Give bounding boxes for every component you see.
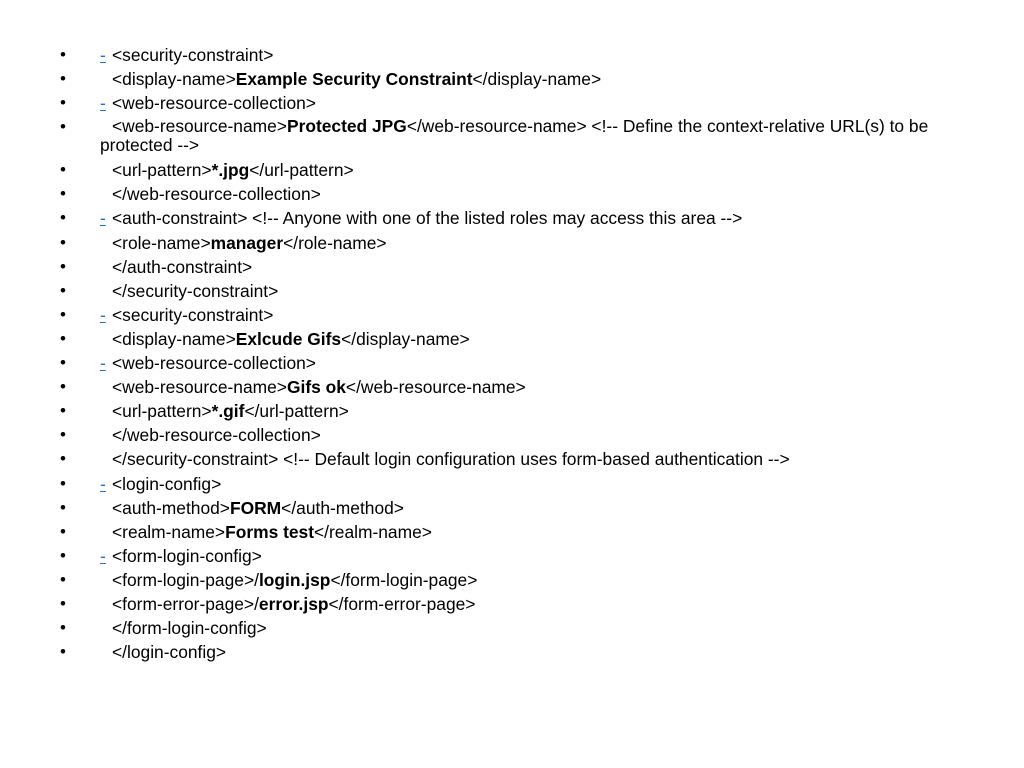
bullet-icon: • [60,473,66,493]
bullet-icon: • [60,69,66,89]
bullet-icon: • [60,208,66,228]
tag-text: </auth-method> [281,497,404,518]
tag-value: *.gif [211,401,245,422]
collapse-toggle[interactable]: - [100,473,106,494]
xml-config-listing [0,43,1024,664]
tag-text: </security-constraint> [112,280,279,301]
tag-value: error.jsp [258,593,329,614]
tag-text: <realm-name> [112,521,226,542]
bullet-icon: • [60,569,66,589]
tag-text: </web-resource-name> [345,377,526,398]
tag-text: </display-name> [341,328,470,349]
collapse-toggle[interactable]: - [100,545,106,566]
tag-text: </form-login-page> [330,569,478,590]
bullet-icon: • [60,160,66,180]
list-item [0,447,1024,471]
tag-text: </login-config> [112,642,227,663]
list-item [0,520,1024,544]
tag-text: </realm-name> [314,521,432,542]
tag-text: </web-resource-collection> [112,184,321,205]
tag-text: </auth-constraint> [112,256,253,277]
collapse-toggle[interactable]: - [100,353,106,374]
list-item [0,158,1024,182]
tag-text: </form-error-page> [328,593,476,614]
bullet-icon: • [60,280,66,300]
list-item [0,592,1024,616]
bullet-icon: • [60,618,66,638]
bullet-icon: • [60,45,66,64]
bullet-icon: • [60,93,66,113]
collapse-toggle[interactable]: - [100,208,106,229]
list-item [0,303,1024,327]
tag-value: manager [210,232,284,253]
tag-text: </role-name> [283,232,387,253]
tag-text: <security-constraint> [112,45,274,65]
tag-text: <url-pattern> [112,160,212,181]
bullet-icon: • [60,353,66,373]
collapse-toggle[interactable]: - [100,45,106,65]
tag-value: Protected JPG [286,116,407,137]
list-item [0,616,1024,640]
bullet-icon: • [60,449,66,469]
list-item [0,640,1024,664]
tag-value: login.jsp [258,569,331,590]
list-item [0,375,1024,399]
tag-text: </display-name> [472,69,602,90]
tag-text: </web-resource-collection> [112,425,321,446]
list-item [0,231,1024,255]
bullet-icon: • [60,256,66,276]
tag-text: <web-resource-name> [112,377,287,398]
list-item [0,67,1024,91]
list-item [0,91,1024,115]
bullet-icon: • [60,545,66,565]
bullet-icon: • [60,425,66,445]
tag-text: <form-login-page>/ [112,569,259,590]
bullet-icon: • [60,117,66,137]
bullet-icon: • [60,328,66,348]
bullet-icon: • [60,377,66,397]
tag-text: </web-resource-name> <!-- Define the context-relative URL(s) to be protected --> [100,116,929,156]
list-item [0,399,1024,423]
list-item [0,423,1024,447]
list-item [0,255,1024,279]
list-item [0,279,1024,303]
list-item [0,182,1024,206]
tag-text: <security-constraint> [112,304,274,325]
tag-text: </form-login-config> [112,618,267,639]
bullet-icon: • [60,593,66,613]
collapse-toggle[interactable]: - [100,93,106,114]
bullet-icon: • [60,521,66,541]
list-item [0,206,1024,230]
tag-value: Gifs ok [286,377,346,398]
list-item [0,472,1024,496]
tag-text: <form-login-config> [112,545,262,566]
list-item [0,43,1024,67]
tag-value: Forms test [225,521,314,542]
list-item [0,327,1024,351]
tag-value: Example Security Constraint [235,69,473,90]
tag-text: <login-config> [112,473,222,494]
tag-text: <web-resource-name> [112,116,287,137]
bullet-icon: • [60,184,66,204]
tag-text: <web-resource-collection> [112,93,316,114]
collapse-toggle[interactable]: - [100,304,106,325]
list-item [0,544,1024,568]
list-item [0,568,1024,592]
tag-text: <form-error-page>/ [112,593,259,614]
bullet-icon: • [60,497,66,517]
tag-text: </url-pattern> [249,160,354,181]
tag-value: *.jpg [211,160,250,181]
tag-text: </security-constraint> <!-- Default login configuration uses form-based authentication --> [112,449,790,470]
tag-text: <url-pattern> [112,401,212,422]
bullet-icon: • [60,642,66,662]
tag-text: </url-pattern> [244,401,349,422]
bullet-icon: • [60,232,66,252]
list-item [0,496,1024,520]
tag-text: <auth-method> [112,497,230,518]
tag-text: <auth-constraint> <!-- Anyone with one of the listed roles may access this area --> [112,208,743,229]
tag-text: <display-name> [112,328,236,349]
bullet-icon: • [60,304,66,324]
tag-text: <display-name> [112,69,236,90]
tag-text: <role-name> [112,232,211,253]
list-item [0,115,1024,158]
tag-value: Exlcude Gifs [235,328,342,349]
tag-value: FORM [229,497,282,518]
bullet-icon: • [60,401,66,421]
tag-text: <web-resource-collection> [112,353,316,374]
list-item [0,351,1024,375]
